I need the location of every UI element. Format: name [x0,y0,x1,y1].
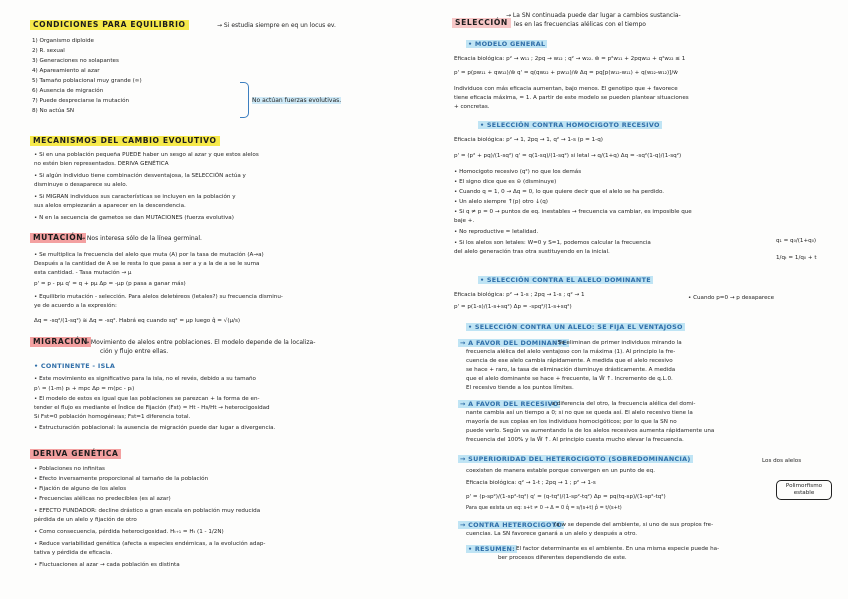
resumen-title: • RESUMEN: [468,545,516,553]
text-line: puede verlo. Según va aumentando la de los alelos recesivos aumenta rápidamente una [466,428,715,434]
text-line: tativa y pérdida de eficacia. [34,550,113,556]
formula: Para que exista un eq: s+t ≠ 0 → Δ = 0 q̂ = s/(s+t) p̂ = t/(s+t) [466,505,622,511]
brace-note: No actúan fuerzas evolutivas. [252,97,342,104]
text-line: El factor determinante es el ambiente. En una misma especie puede ha- [516,546,720,552]
formula: q₁ = q₀/(1+q₀) [776,238,817,244]
text-line: • El signo dice que es ⊝ (disminuye) [454,179,557,185]
text-line: El recesivo tiende a los puntos límites. [466,385,574,391]
modelo-general-title: • MODELO GENERAL [468,40,546,48]
list-item: 1) Organismo diploide [32,38,94,44]
text-line: • Fijación de alguno de los alelos [34,486,127,492]
recesivo-title: • SELECCIÓN CONTRA HOMOCIGOTO RECESIVO [480,121,660,129]
formula: 1/qₜ = 1/q₀ + t [776,255,817,261]
list-item: 6) Ausencia de migración [32,88,104,94]
text-line: + concretas. [454,104,490,110]
text-line: • N en la secuencia de gametos se dan MUTACIONES (fuerza evolutiva) [34,215,234,221]
text-line: (a w se depende del ambiente, si uno de sus propios fre- [554,522,714,528]
text-line: que el alelo dominante se hace + frecuente, la W̄ ↑. Incremento de q.L.0. [466,376,673,382]
text-line: • Reduce variabilidad genética (afecta a especies endémicas, a la evolución adap- [34,541,266,547]
formula: p' = p(pw₁₁ + qw₁₂)/w̄ q' = q(qw₂₂ + pw₁₂)/w̄ Δq = pq[p(w₁₂-w₁₁) + q(w₂₂-w₁₂)]/w̄ [454,70,678,76]
text-line: tender el flujo es mediante el Índice de Fijación (Fst) = Ht - Hs/Ht → heterocigosidad [34,405,270,411]
formula: p' = p(1-s)/(1-s+sq²) Δp = -spq²/(1-s+sq²) [454,304,572,310]
aside-note: Los dos alelos [762,458,802,464]
text-line: • Si los alelos son letales: W=0 y S=1, podemos calcular la frecuencia [454,240,651,246]
text-line: • Fluctuaciones al azar → cada población es distinta [34,562,180,568]
list-item: 5) Tamaño poblacional muy grande (∞) [32,78,142,84]
text-line: Eficacia biológica: p² → w₁₁ ; 2pq → w₁₂ ; q² → w₂₂. w̄ = p²w₁₁ + 2pqw₁₂ + q²w₂₂ ≤ 1 [454,56,686,62]
text-line: • Frecuencias alélicas no predecibles (es al azar) [34,496,171,502]
text-line: sus alelos empiezarán a aparecer en la descendencia. [34,203,186,209]
text-line: • Si en una población pequeña PUEDE haber un sesgo al azar y que estos alelos [34,152,259,158]
contra-heterocigoto-title: → CONTRA HETEROCIGOTO [460,521,563,529]
text-line: • Como consecuencia, pérdida heterocigosidad. Hₜ₊₁ = Hₜ (1 - 1/2N) [34,529,224,535]
text-line: • No reproductive = letalidad. [454,229,539,235]
favor-dominante-title: → A FAVOR DEL DOMINANTE [460,339,568,347]
text-line: • Efecto inversamente proporcional al tamaño de la población [34,476,209,482]
migracion-note-2: ción y flujo entre ellas. [100,348,169,355]
list-item: 7) Puede despreciarse la mutación [32,98,130,104]
mecanismos-title: MECANISMOS DEL CAMBIO EVOLUTIVO [30,136,220,146]
text-line: • Si q ≠ p = 0 → puntos de eq. inestables → frecuencia va cambiar, es imposible que [454,209,692,215]
formula: p' = (p² + pq)/(1-sq²) q' = q(1-sq)/(1-sq²) si letal → q/(1+q) Δq = -sq²(1-q)/(1-sq²) [454,153,682,159]
mutacion-title: MUTACIÓN [30,233,86,243]
text-line: disminuye o desaparece su alelo. [34,182,128,188]
list-item: 8) No actúa SN [32,108,75,114]
text-line: Eficacia biológica: p² → 1-s ; 2pq → 1-s ; q² → 1 [454,292,585,298]
text-line: ye de acuerdo a la expresión: [34,303,117,309]
text-line: cuencia de ese alelo cambia rápidamente. A medida que el alelo recesivo [466,358,673,364]
text-line: • Cuando p=0 → p desaparece [688,295,775,301]
text-line: • Si MIGRAN individuos sus características se incluyen en la población y [34,194,236,200]
mutacion-note: → Nos interesa sólo de la línea germinal. [80,235,202,242]
formula: p'ᵢ = (1-m) pᵢ + mpc Δp = m(pc - pᵢ) [34,386,135,392]
formula: p' = p - pμ q' = q + pμ Δp = -μp (p pasa a ganar más) [34,281,186,287]
text-line: • Un alelo siempre ↑(p) otro ↓(q) [454,199,548,205]
continente-isla-subtitle: • CONTINENTE - ISLA [34,362,116,370]
text-line: Eficacia biológica: p² → 1, 2pq → 1, q² → 1-s (p = 1-q) [454,137,603,143]
text-line: Eficacia biológica: q² → 1-t ; 2pq → 1 ; p² → 1-s [466,480,596,486]
text-line: coexisten de manera estable porque convergen en un punto de eq. [466,468,656,474]
list-item: 3) Generaciones no solapantes [32,58,119,64]
seleccion-title: SELECCIÓN [452,18,511,28]
formula: p' = (p-sp²)/(1-sp²-tq²) q' = (q-tq²)/(1-sp²-tq²) Δp = pq(tq-sp)/(1-sp²-tq²) [466,494,666,500]
text-line: : a diferencia del otro, la frecuencia alélica del domi- [548,401,696,407]
text-line: frecuencia del 100% y la W̄ ↑. Al principio cuesta mucho elevar la frecuencia. [466,437,684,443]
list-item: 4) Apareamiento al azar [32,68,100,74]
seleccion-note-2: les en las frecuencias alélicas con el tiempo [514,21,646,28]
text-line: • Estructuración poblacional: la ausencia de migración puede dar lugar a divergencia. [34,425,276,431]
text-line: Individuos con más eficacia aumentan, bajo menos. El genotipo que + favorece [454,86,678,92]
text-line: nante cambia así un tiempo a 0; si no que se queda así. El alelo recesivo tiene la [466,410,693,416]
text-line: del alelo generación tras otra sustituyendo en la inicial. [454,249,610,255]
text-line: pérdida de un alelo y fijación de otro [34,517,137,523]
text-line: • Equilibrio mutación - selección. Para alelos deletéreos (letales?) su frecuencia disminu- [34,294,283,300]
bracket [240,82,249,118]
text-line: baje +. [454,218,475,224]
ventajoso-title: • SELECCIÓN CONTRA UN ALELO: SE FIJA EL VENTAJOSO [468,323,683,331]
text-line: mayoría de sus copias en los individuos homocigóticos; por lo que la SN no [466,419,677,425]
text-line: • Cuando q = 1, 0 → Δq = 0, lo que quiere decir que el alelo se ha perdido. [454,189,665,195]
text-line: : Se eliminan de primer individuos mirando la [554,340,682,346]
text-line: tiene eficacia máxima, = 1. A partir de este modelo se pueden plantear situaciones [454,95,689,101]
text-line: • Si algún individuo tiene combinación desventajosa, la SELECCIÓN actúa y [34,173,246,179]
migracion-title: MIGRACIÓN [30,337,91,347]
favor-recesivo-title: → A FAVOR DEL RECESIVO [460,400,559,408]
dominante-title: • SELECCIÓN CONTRA EL ALELO DOMINANTE [480,276,651,284]
equilibrio-title: CONDICIONES PARA EQUILIBRIO [30,20,189,30]
formula: Δq = -sq²/(1-sq²) ≅ Δq = -sq². Habrá eq cuando sq² = μp luego q̂ = √(μ/s) [34,318,241,324]
text-line: • EFECTO FUNDADOR: decline drástico a gran escala en población muy reducida [34,508,261,514]
text-line: • Se multiplica la frecuencia del alelo que muta (A) por la tasa de mutación (A→a) [34,252,264,258]
text-line: esta cantidad. - Tasa mutación → μ [34,270,132,276]
text-line: Si Fst=0 población homogéneas; Fst=1 diferencia total. [34,414,191,420]
text-line: • Este movimiento es significativo para la isla, no el revés, debido a su tamaño [34,376,256,382]
text-line: frecuencia alélica del alelo ventajoso con la máxima (1). Al principio la fre- [466,349,676,355]
list-item: 2) R. sexual [32,48,65,54]
text-line: • Homocigoto recesivo (q²) no que los demás [454,169,582,175]
text-line: • Poblaciones no infinitas [34,466,105,472]
text-line: se hace + raro, la tasa de eliminación disminuye drásticamente. A medida [466,367,676,373]
text-line: ber procesos diferentes dependiendo de este. [498,555,627,561]
text-line: no estén bien representados. DERIVA GENÉTICA [34,161,169,167]
seleccion-note: → La SN continuada puede dar lugar a cambios sustancia- [506,12,681,19]
sobredominancia-title: → SUPERIORIDAD DEL HETEROCIGOTO (SOBREDOMINANCIA) [460,455,691,463]
migracion-note: → Movimiento de alelos entre poblaciones. El modelo depende de la localiza- [84,339,316,346]
deriva-title: DERIVA GENÉTICA [30,449,121,459]
polimorfismo-box: Polimorfismo estable [776,480,832,500]
text-line: Después a la cantidad de A se le resta lo que pasa a ser a y a la de a se le suma [34,261,260,267]
text-line: • El modelo de estos es igual que las poblaciones se parezcan + la forma de en- [34,396,260,402]
equilibrio-note: → Si estudia siempre en eq un locus ev. [217,22,336,29]
text-line: cuencias. La SN favorece ganará a un alelo y después a otro. [466,531,638,537]
